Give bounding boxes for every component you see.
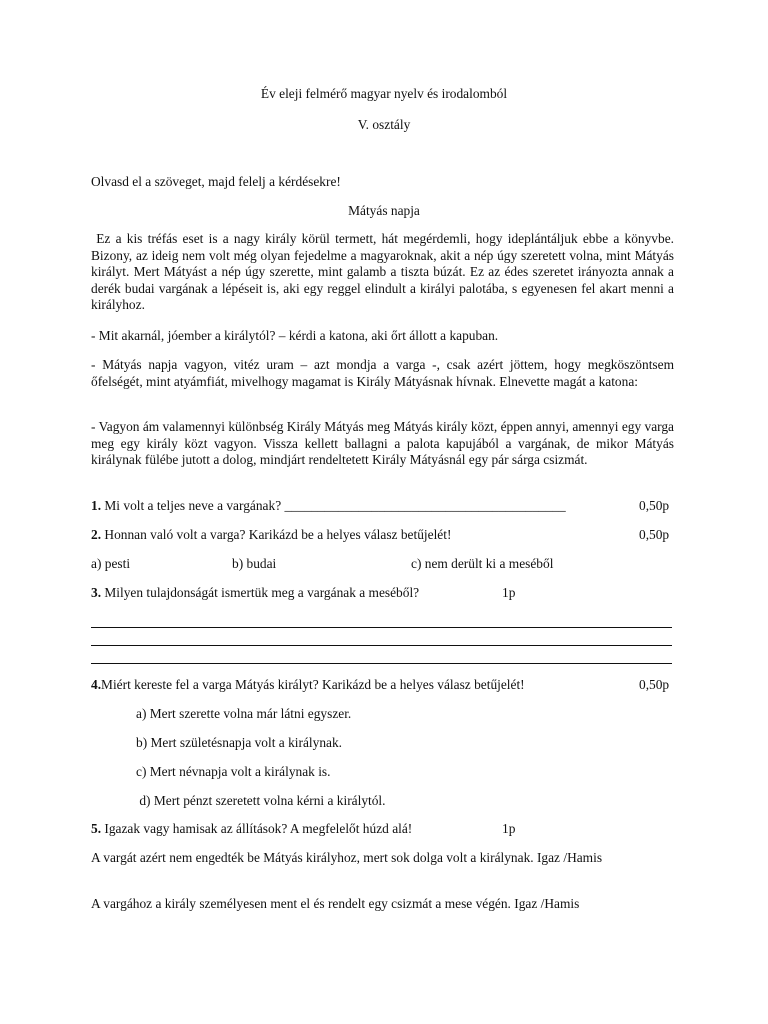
question-2 (91, 527, 674, 544)
question-text: Miért kereste fel a varga Mátyás királyt? Karikázd be a helyes válasz betűjelét! (101, 677, 525, 692)
question-4 (91, 677, 674, 694)
option-c[interactable]: c) nem derült ki a meséből (411, 556, 554, 571)
question-text: Milyen tulajdonságát ismertük meg a vargának a meséből? (101, 585, 420, 600)
question-number: 4. (91, 677, 102, 692)
class-label: V. osztály (357, 117, 411, 132)
option-b[interactable]: b) Mert születésnapja volt a királynak. (136, 735, 342, 750)
option-c[interactable]: c) Mert névnapja volt a királynak is. (136, 764, 331, 779)
page-title: Év eleji felmérő magyar nyelv és irodalomból (260, 86, 508, 101)
option-a[interactable]: a) pesti (91, 556, 131, 571)
option-d[interactable]: d) Mert pénzt szeretett volna kérni a királytól. (136, 793, 386, 808)
answer-line[interactable] (91, 663, 672, 664)
points-label: 1p (502, 585, 516, 600)
question-number: 2. (91, 527, 102, 542)
question-number: 1. (91, 498, 102, 513)
question-5 (91, 821, 674, 838)
option-a[interactable]: a) Mert szerette volna már látni egyszer. (136, 706, 352, 721)
story-paragraph-4: - Vagyon ám valamennyi különbség Király Mátyás meg Mátyás király közt, éppen annyi, amennyi egy varga meg egy király közt vagyon. Vissza kellett ballagni a palota kapujából a vargának, de mikor Mátyás királynak fülébe jutott a dolog, mindjárt rendeltetett Király Mátyásnál egy pár sárga csizmát. (91, 419, 674, 467)
story-paragraph-3: - Mátyás napja vagyon, vitéz uram – azt mondja a varga -, csak azért jöttem, hogy megköszöntsem őfelségét, mint atyámfiát, mivelhogy magamat is Király Mátyásnak hívnak. Elnevette magát a katona: (91, 357, 674, 389)
question-number: 5. (91, 821, 102, 836)
points-label: 1p (502, 821, 516, 836)
points-label: 0,50p (639, 498, 670, 513)
true-false-statement-1: A vargát azért nem engedték be Mátyás királyhoz, mert sok dolga volt a királynak. Igaz /Hamis (91, 850, 603, 865)
story-paragraph-1: Ez a kis tréfás eset is a nagy király körül termett, hát megérdemli, hogy ideplántáljuk ebbe a könyvbe. Bizony, az ideig nem volt még olyan fejedelme a magyaroknak, akit a nép úgy szeretett volna, mint Mátyás királyt. Mert Mátyást a nép úgy szerette, mint galamb a tiszta búzát. Ez az édes szeretet irányozta annak a derék budai vargának a lépéseit is, aki egy reggel elindult a királyi palotába, s egyenesen fel akart menni a királyhoz. (91, 231, 678, 312)
question-text: Igazak vagy hamisak az állítások? A megfelelőt húzd alá! (101, 821, 413, 836)
answer-line[interactable] (91, 645, 672, 646)
points-label: 0,50p (639, 677, 670, 692)
question-text: Mi volt a teljes neve a vargának? (101, 498, 285, 513)
question-3 (91, 585, 674, 602)
question-1 (91, 498, 674, 515)
story-paragraph-2: - Mit akarnál, jóember a királytól? – kérdi a katona, aki őrt állott a kapuban. (91, 328, 499, 343)
story-title: Mátyás napja (348, 203, 420, 218)
true-false-statement-2: A vargához a király személyesen ment el és rendelt egy csizmát a mese végén. Igaz /Hamis (91, 896, 580, 911)
points-label: 0,50p (639, 527, 670, 542)
question-number: 3. (91, 585, 102, 600)
answer-line[interactable] (91, 627, 672, 628)
answer-blank[interactable]: __________________________________________ (284, 498, 566, 513)
question-text: Honnan való volt a varga? Karikázd be a helyes válasz betűjelét! (101, 527, 452, 542)
instruction-text: Olvasd el a szöveget, majd felelj a kérdésekre! (91, 174, 341, 189)
option-b[interactable]: b) budai (232, 556, 277, 571)
